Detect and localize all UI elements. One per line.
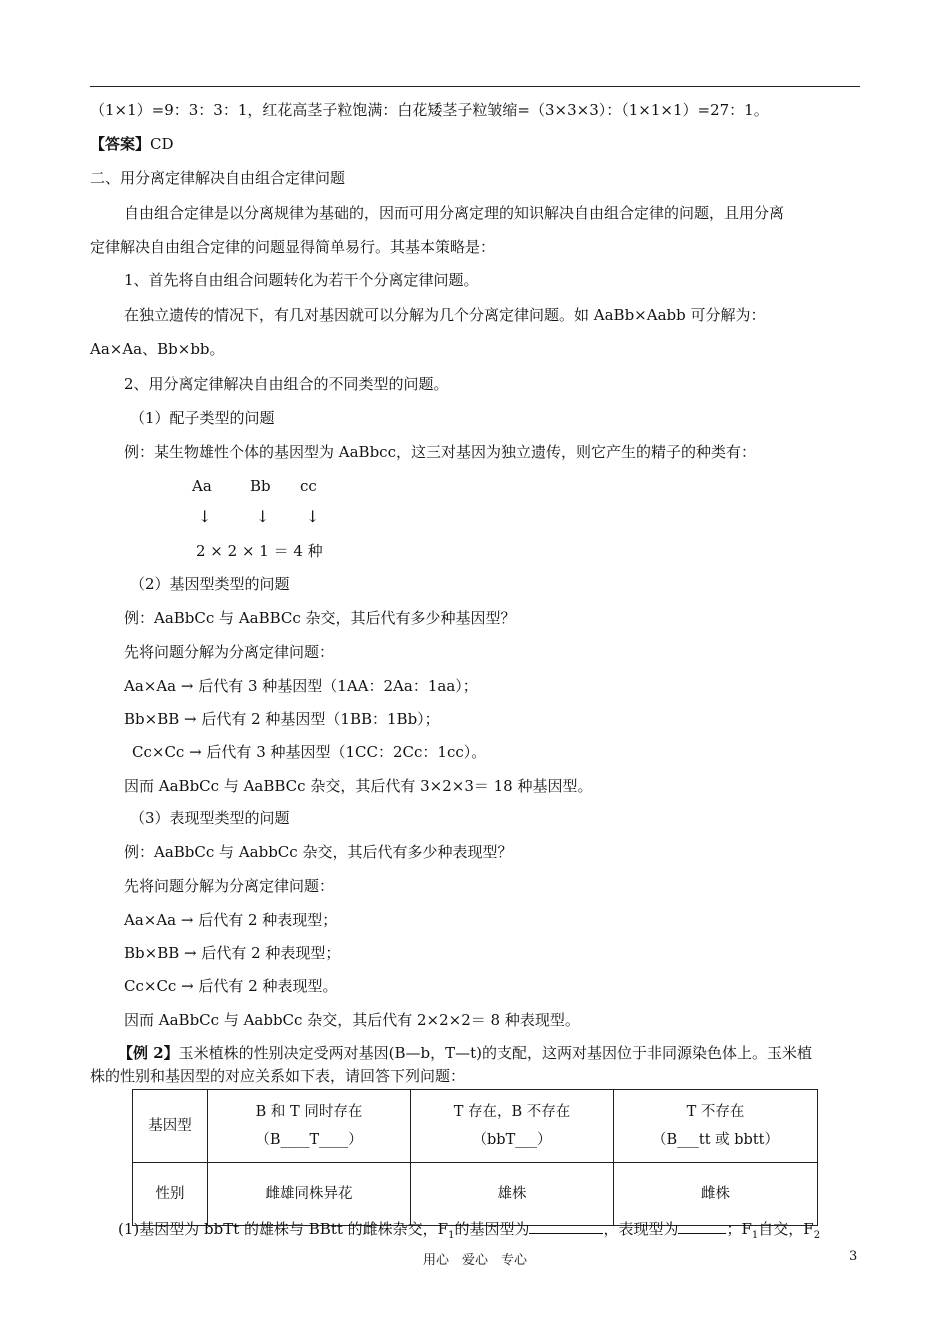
table-header-t-only: T 存在，B 不存在 xyxy=(453,1104,571,1120)
question-1-part-b: 的基因型为 xyxy=(454,1220,530,1238)
phenotype-step-intro: 先将问题分解为分离定律问题： xyxy=(124,877,335,895)
subscript: 1 xyxy=(751,1230,759,1241)
table-row xyxy=(133,1163,818,1226)
subheading-gamete: （1）配子类型的问题 xyxy=(130,409,275,427)
genotype-sex-table xyxy=(132,1089,818,1226)
table-header-genotype: 基因型 xyxy=(133,1090,208,1163)
question-1-part-c: ，表现型为 xyxy=(603,1220,679,1238)
subscript: 2 xyxy=(813,1230,821,1241)
table-cell-male: 雄株 xyxy=(411,1163,614,1226)
example-2-line xyxy=(118,1043,812,1063)
gene-bb: Bb xyxy=(250,477,271,495)
subscript: 1 xyxy=(448,1230,455,1241)
table-header-bt-genotype: （B____T____） xyxy=(255,1132,363,1148)
gamete-calculation: 2 × 2 × 1 ＝ 4 种 xyxy=(196,542,323,560)
table-header-no-t-genotype: （B___tt 或 bbtt） xyxy=(652,1132,779,1148)
gene-cc: cc xyxy=(300,477,317,495)
table-header-bt: B 和 T 同时存在 xyxy=(255,1104,363,1120)
step-2: 2、用分离定律解决自由组合的不同类型的问题。 xyxy=(124,375,449,393)
table-row xyxy=(133,1090,818,1163)
paragraph-1-cont: 定律解决自由组合定律的问题显得简单易行。其基本策略是： xyxy=(90,238,496,256)
section-heading: 二、用分离定律解决自由组合定律问题 xyxy=(90,169,346,187)
example-genotype: 例：AaBbCc 与 AaBBCc 杂交，其后代有多少种基因型？ xyxy=(124,609,516,627)
header-rule xyxy=(90,86,860,87)
genotype-step-aa: Aa×Aa → 后代有 3 种基因型（1AA：2Aa：1aa）； xyxy=(124,677,478,695)
paragraph-2-cont: Aa×Aa、Bb×bb。 xyxy=(90,340,225,358)
answer-blank[interactable] xyxy=(529,1219,603,1234)
table-cell-female: 雌株 xyxy=(614,1163,818,1226)
question-1-part-a: (1)基因型为 bbTt 的雄株与 BBtt 的雌株杂交，F xyxy=(118,1220,449,1238)
question-1-part-e: 自交，F xyxy=(758,1220,814,1238)
paragraph-1: 自由组合定律是以分离规律为基础的，因而可用分离定理的知识解决自由组合定律的问题，且用分离 xyxy=(124,204,785,222)
genotype-step-bb: Bb×BB → 后代有 2 种基因型（1BB：1Bb）； xyxy=(124,710,440,728)
table-cell-monoecious: 雌雄同株异花 xyxy=(208,1163,411,1226)
phenotype-step-cc: Cc×Cc → 后代有 2 种表现型。 xyxy=(124,977,338,995)
subheading-phenotype: （3）表现型类型的问题 xyxy=(130,809,290,827)
example-2-text: 玉米植株的性别决定受两对基因(B—b，T—t)的支配，这两对基因位于非同源染色体上。玉米植 xyxy=(178,1044,813,1062)
page-footer: 用心 爱心 专心 xyxy=(422,1253,527,1268)
example-phenotype: 例：AaBbCc 与 AabbCc 杂交，其后代有多少种表现型？ xyxy=(124,843,513,861)
example-2-label: 【例 2】 xyxy=(118,1044,179,1062)
down-arrow-icon: ↓ xyxy=(198,507,212,526)
question-1-part-d: ；F xyxy=(726,1220,752,1238)
phenotype-conclusion: 因而 AaBbCc 与 AabbCc 杂交，其后代有 2×2×2＝ 8 种表现型。 xyxy=(124,1011,580,1029)
subheading-genotype: （2）基因型类型的问题 xyxy=(130,575,290,593)
down-arrow-icon: ↓ xyxy=(256,507,270,526)
table-cell xyxy=(614,1090,818,1163)
down-arrow-icon: ↓ xyxy=(306,507,320,526)
table-header-t-only-genotype: （bbT___） xyxy=(472,1132,552,1148)
phenotype-step-bb: Bb×BB → 后代有 2 种表现型； xyxy=(124,944,341,962)
genotype-conclusion: 因而 AaBbCc 与 AaBBCc 杂交，其后代有 3×2×3＝ 18 种基因型。 xyxy=(124,777,593,795)
table-row-label-sex: 性别 xyxy=(133,1163,208,1226)
text-line-ratio: （1×1）=9：3：3：1，红花高茎子粒饱满：白花矮茎子粒皱缩=（3×3×3）：（1×1×1）=27：1。 xyxy=(90,101,769,119)
answer-blank[interactable] xyxy=(678,1219,726,1234)
table-cell xyxy=(411,1090,614,1163)
example-gamete: 例：某生物雄性个体的基因型为 AaBbcc，这三对基因为独立遗传，则它产生的精子的种类有： xyxy=(124,443,756,461)
question-1 xyxy=(118,1219,820,1246)
page-number: 3 xyxy=(849,1249,858,1264)
phenotype-step-aa: Aa×Aa → 后代有 2 种表现型； xyxy=(124,911,338,929)
step-1: 1、首先将自由组合问题转化为若干个分离定律问题。 xyxy=(124,271,479,289)
answer-value: CD xyxy=(150,135,174,153)
genotype-step-cc: Cc×Cc → 后代有 3 种基因型（1CC：2Cc：1cc）。 xyxy=(132,743,487,761)
table-header-no-t: T 不存在 xyxy=(686,1104,745,1120)
answer-line xyxy=(90,134,174,154)
genotype-step-intro: 先将问题分解为分离定律问题： xyxy=(124,643,335,661)
answer-label: 【答案】 xyxy=(90,135,151,153)
paragraph-2: 在独立遗传的情况下，有几对基因就可以分解为几个分离定律问题。如 AaBb×Aabb 可分解为： xyxy=(124,306,766,324)
gene-aa: Aa xyxy=(192,477,212,495)
table-cell xyxy=(208,1090,411,1163)
example-2-text-cont: 株的性别和基因型的对应关系如下表，请回答下列问题： xyxy=(90,1067,466,1085)
